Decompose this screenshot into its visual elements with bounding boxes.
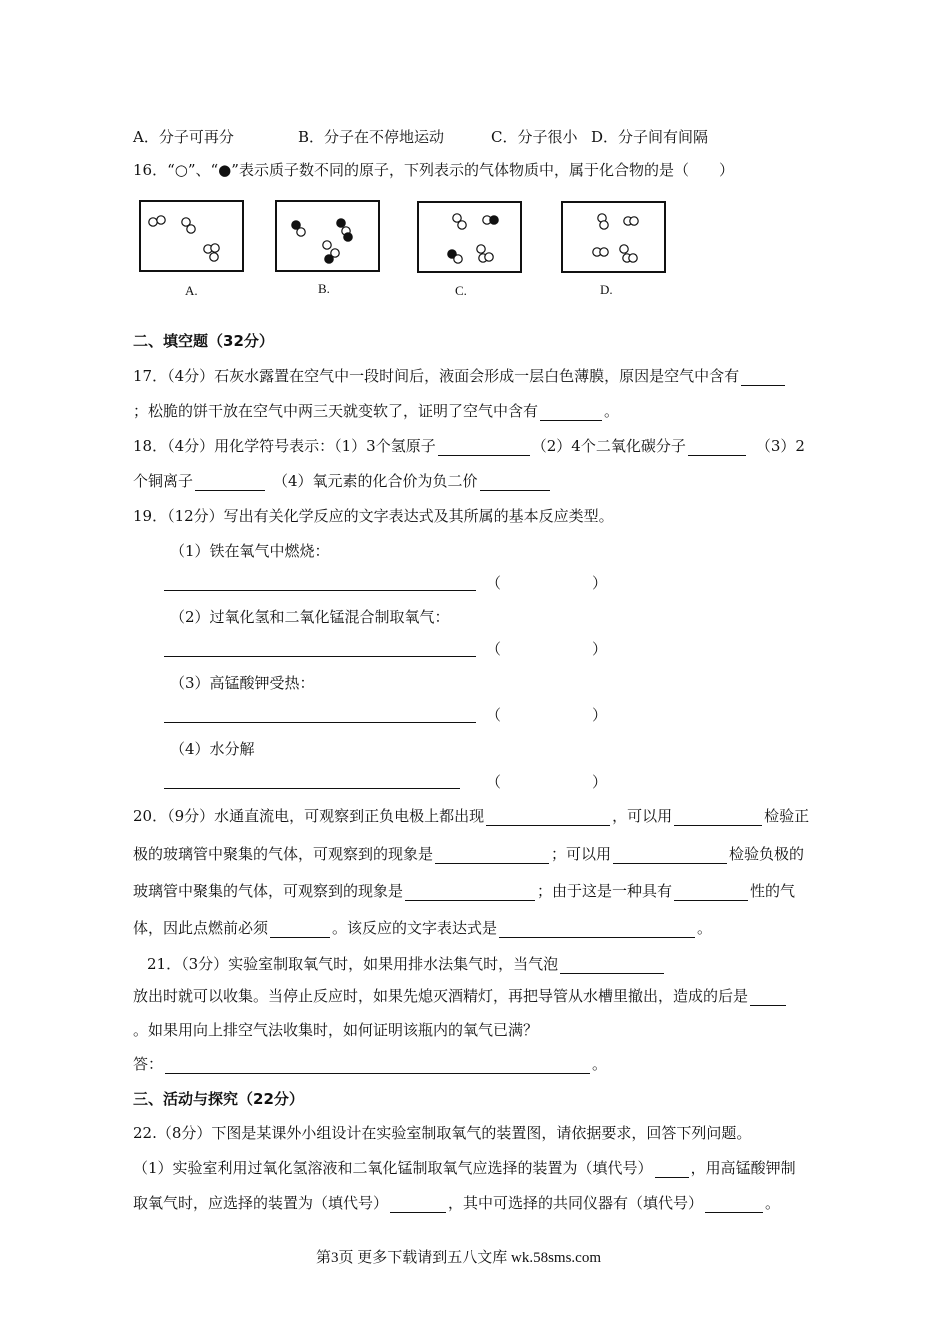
q18-blank-4[interactable] xyxy=(480,474,550,491)
q19-item-4: （4）水分解 xyxy=(170,740,255,758)
q19-answer-line-4[interactable] xyxy=(164,788,460,789)
molecule-box-b xyxy=(275,200,380,272)
q19-paren-open-3: （ xyxy=(486,706,502,724)
q22-blank-3[interactable] xyxy=(705,1196,763,1213)
q19-answer-line-2[interactable] xyxy=(164,656,476,657)
q17-blank-2[interactable] xyxy=(540,404,602,421)
q19-paren-close-1: ） xyxy=(592,574,608,592)
q18-blank-3[interactable] xyxy=(195,474,265,491)
q15-option-a: A．分子可再分 xyxy=(133,128,234,146)
q21-line3: 。如果用向上排空气法收集时，如何证明该瓶内的氧气已满？ xyxy=(133,1021,539,1039)
q20-blank-3[interactable] xyxy=(435,847,549,864)
q18-line1: 18．（4分）用化学符号表示：（1）3个氢原子 （2）4个二氧化碳分子 （3）2 xyxy=(133,437,805,455)
q20-line1: 20．（9分）水通直流电，可观察到正负电极上都出现 ，可以用 检验正 xyxy=(133,807,810,825)
q17-line1: 17．（4分）石灰水露置在空气中一段时间后，液面会形成一层白色薄膜，原因是空气中含有 xyxy=(133,366,787,386)
q20-line3: 玻璃管中聚集的气体，可观察到的现象是 ；由于这是一种具有 性的气 xyxy=(133,882,796,900)
q19-paren-close-2: ） xyxy=(592,640,608,658)
molecule-label-a: A. xyxy=(185,283,198,298)
q20-blank-1[interactable] xyxy=(486,809,610,826)
q20-blank-6[interactable] xyxy=(674,884,748,901)
q19-paren-close-4: ） xyxy=(592,773,608,791)
molecule-box-a xyxy=(139,200,244,272)
q20-blank-4[interactable] xyxy=(613,847,727,864)
q21-line1: 21．（3分）实验室制取氧气时，如果用排水法集气时，当气泡 xyxy=(147,954,666,974)
q19-answer-line-1[interactable] xyxy=(164,590,476,591)
q15-option-c: C．分子很小 xyxy=(491,128,578,146)
molecule-box-c xyxy=(417,201,522,273)
q22-line2: （1）实验室利用过氧化氢溶液和二氧化锰制取氧气应选择的装置为（填代号） ，用高锰酸钾制 xyxy=(133,1159,796,1177)
q19-item-2: （2）过氧化氢和二氧化锰混合制取氧气： xyxy=(170,608,450,626)
q15-option-d: D．分子间有间隔 xyxy=(591,128,709,146)
q22-blank-2[interactable] xyxy=(390,1196,446,1213)
q19-paren-open-2: （ xyxy=(486,640,502,658)
q19-paren-close-3: ） xyxy=(592,706,608,724)
molecule-label-c: C. xyxy=(455,283,467,298)
q18-line2: 个铜离子 （4）氧元素的化合价为负二价 xyxy=(133,471,552,491)
q21-answer: 答： 。 xyxy=(133,1055,608,1073)
q20-line2: 极的玻璃管中聚集的气体，可观察到的现象是 ；可以用 检验负极的 xyxy=(133,845,805,863)
q21-answer-blank[interactable] xyxy=(165,1057,590,1074)
q19-answer-line-3[interactable] xyxy=(164,722,476,723)
molecule-label-b: B. xyxy=(318,281,330,296)
q22-line3: 取氧气时，应选择的装置为（填代号） ，其中可选择的共同仪器有（填代号） 。 xyxy=(133,1194,781,1212)
q20-blank-5[interactable] xyxy=(405,884,535,901)
q20-line4: 体，因此点燃前必须 。该反应的文字表达式是 。 xyxy=(133,919,713,937)
q22-line1: 22.（8分）下图是某课外小组设计在实验室制取氧气的装置图，请依据要求，回答下列问题。 xyxy=(133,1124,752,1142)
q20-blank-7[interactable] xyxy=(270,921,330,938)
q21-blank-2[interactable] xyxy=(750,989,786,1006)
q19-paren-open-1: （ xyxy=(486,574,502,592)
molecule-box-d xyxy=(561,201,666,273)
q21-blank-1[interactable] xyxy=(560,957,664,974)
q17-blank-1[interactable] xyxy=(741,369,785,386)
q19-item-1: （1）铁在氧气中燃烧： xyxy=(170,542,330,560)
molecule-label-d: D. xyxy=(600,282,613,297)
q22-blank-1[interactable] xyxy=(655,1161,689,1178)
q21-line2: 放出时就可以收集。当停止反应时，如果先熄灭酒精灯，再把导管从水槽里撤出，造成的后是 xyxy=(133,986,788,1006)
section-2-title: 二、填空题（32分） xyxy=(133,332,274,350)
q18-blank-2[interactable] xyxy=(688,439,746,456)
q20-blank-8[interactable] xyxy=(499,921,695,938)
q19-paren-open-4: （ xyxy=(486,773,502,791)
q16-question: 16．“○”、“●”表示质子数不同的原子，下列表示的气体物质中，属于化合物的是（ ） xyxy=(133,161,734,179)
q17-line2: ；松脆的饼干放在空气中两三天就变软了，证明了空气中含有 。 xyxy=(133,402,620,420)
page-footer: 第3页 更多下载请到五八文库 wk.58sms.com xyxy=(316,1250,602,1266)
q19-intro: 19．（12分）写出有关化学反应的文字表达式及其所属的基本反应类型。 xyxy=(133,507,614,525)
q15-option-b: B．分子在不停地运动 xyxy=(298,128,445,146)
q19-item-3: （3）高锰酸钾受热： xyxy=(170,674,315,692)
q18-blank-1[interactable] xyxy=(438,439,530,456)
q20-blank-2[interactable] xyxy=(674,809,762,826)
section-3-title: 三、活动与探究（22分） xyxy=(133,1090,304,1108)
